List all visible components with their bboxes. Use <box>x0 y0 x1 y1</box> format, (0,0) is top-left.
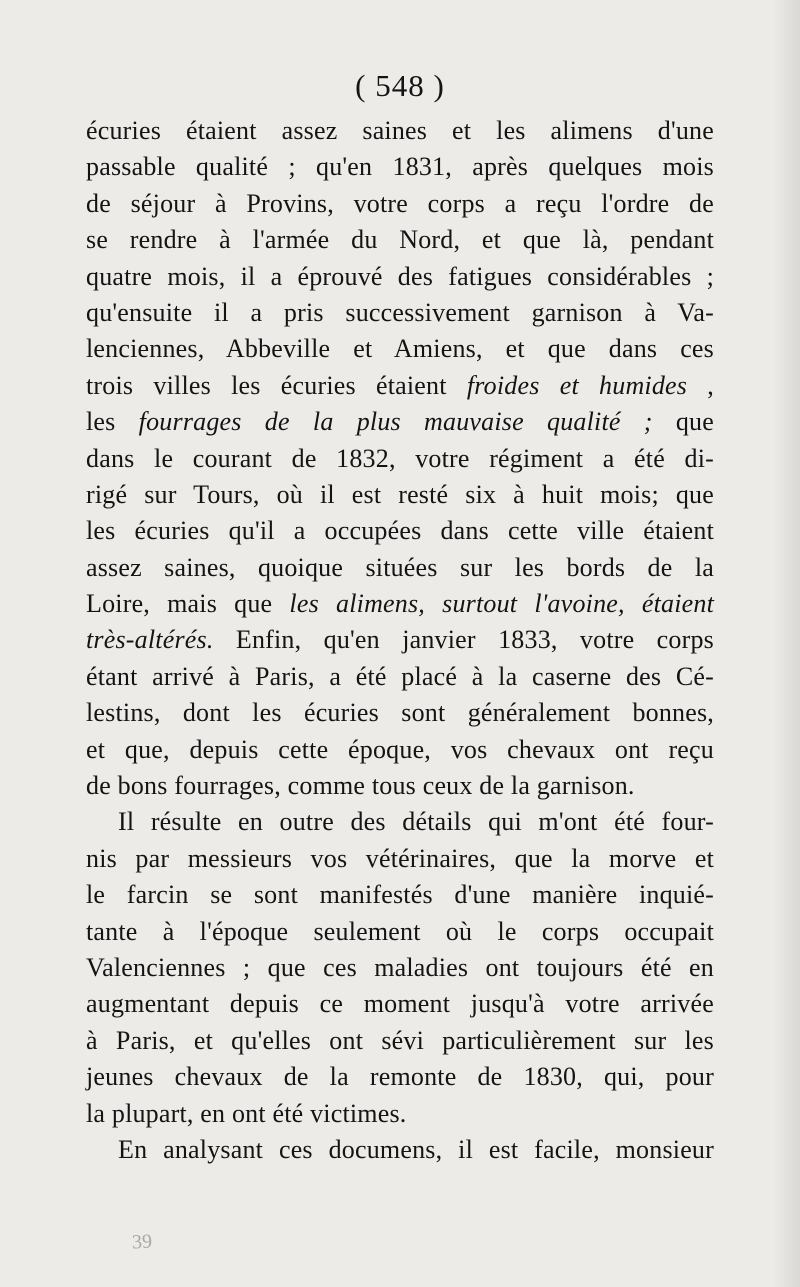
text-line <box>86 950 714 986</box>
text-line <box>86 295 714 331</box>
text-segment: Valenciennes ; que ces maladies ont toujours été en <box>86 952 714 982</box>
italic-text: froides et humides <box>466 370 688 400</box>
text-segment: quatre mois, il a éprouvé des fatigues considérables ; <box>86 261 714 291</box>
text-segment: Loire, mais que <box>86 589 290 619</box>
text-segment: de séjour à Provins, votre corps a reçu l'ordre de <box>86 188 714 218</box>
text-segment: de bons fourrages, comme tous ceux de la garnison. <box>86 771 635 801</box>
text-line <box>86 732 714 768</box>
text-segment: se rendre à l'armée du Nord, et que là, pendant <box>86 225 714 255</box>
text-line <box>86 659 714 695</box>
signature-mark: 39 <box>131 1230 153 1254</box>
italic-text: les alimens, surtout l'avoine, étaient <box>289 589 714 619</box>
text-segment: que <box>652 407 714 437</box>
text-line <box>86 368 714 404</box>
text-segment: , <box>687 370 714 400</box>
text-line <box>86 695 714 731</box>
italic-text: très-altérés. <box>86 625 214 655</box>
text-segment: tante à l'époque seulement où le corps occupait <box>86 916 714 946</box>
text-segment: le farcin se sont manifestés d'une manière inquié- <box>86 880 714 910</box>
text-segment: la plupart, en ont été victimes. <box>86 1098 407 1128</box>
text-line <box>86 914 714 950</box>
text-line <box>86 586 714 622</box>
italic-text: fourrages de la plus mauvaise qualité ; <box>138 407 653 437</box>
text-segment: Il résulte en outre des détails qui m'ont été four- <box>118 807 714 837</box>
text-line <box>86 1023 714 1059</box>
text-line <box>86 259 714 295</box>
text-line <box>86 841 714 877</box>
text-line <box>86 622 714 658</box>
text-segment: les écuries qu'il a occupées dans cette ville étaient <box>86 516 714 546</box>
text-segment: trois villes les écuries étaient <box>86 370 467 400</box>
text-line <box>86 441 714 477</box>
text-line <box>86 1059 714 1095</box>
text-line <box>86 550 714 586</box>
text-segment: rigé sur Tours, où il est resté six à huit mois; que <box>86 479 714 509</box>
text-segment: lestins, dont les écuries sont généralement bonnes, <box>86 698 714 728</box>
text-segment: et que, depuis cette époque, vos chevaux ont reçu <box>86 734 714 764</box>
text-segment: En analysant ces documens, il est facile, monsieur <box>118 1134 714 1164</box>
text-line <box>86 477 714 513</box>
text-line <box>86 1096 714 1132</box>
page-number: ( 548 ) <box>355 68 445 103</box>
text-line <box>86 877 714 913</box>
text-segment: à Paris, et qu'elles ont sévi particulièrement sur les <box>86 1025 714 1055</box>
text-line <box>86 113 714 149</box>
text-segment: passable qualité ; qu'en 1831, après quelques mois <box>86 152 714 182</box>
text-segment: augmentant depuis ce moment jusqu'à votre arrivée <box>86 989 714 1019</box>
text-segment: jeunes chevaux de la remonte de 1830, qui, pour <box>86 1062 714 1092</box>
text-line <box>86 513 714 549</box>
text-line <box>86 404 714 440</box>
text-segment: les <box>86 407 139 437</box>
text-segment: étant arrivé à Paris, a été placé à la caserne des Cé- <box>86 661 714 691</box>
text-line <box>86 1132 714 1168</box>
text-line <box>86 149 714 185</box>
text-line <box>86 186 714 222</box>
text-line <box>86 986 714 1022</box>
text-segment: écuries étaient assez saines et les alimens d'une <box>86 116 714 145</box>
text-line <box>86 331 714 367</box>
text-segment: Enfin, qu'en janvier 1833, votre corps <box>213 625 714 655</box>
text-segment: qu'ensuite il a pris successivement garnison à Va- <box>86 297 714 327</box>
text-segment: assez saines, quoique situées sur les bords de la <box>86 552 714 582</box>
body-text <box>86 113 714 1168</box>
text-line <box>86 768 714 804</box>
text-line <box>86 222 714 258</box>
text-line <box>86 804 714 840</box>
text-segment: dans le courant de 1832, votre régiment a été di- <box>86 443 714 473</box>
text-segment: lenciennes, Abbeville et Amiens, et que dans ces <box>86 334 714 364</box>
text-segment: nis par messieurs vos vétérinaires, que la morve et <box>86 843 714 873</box>
